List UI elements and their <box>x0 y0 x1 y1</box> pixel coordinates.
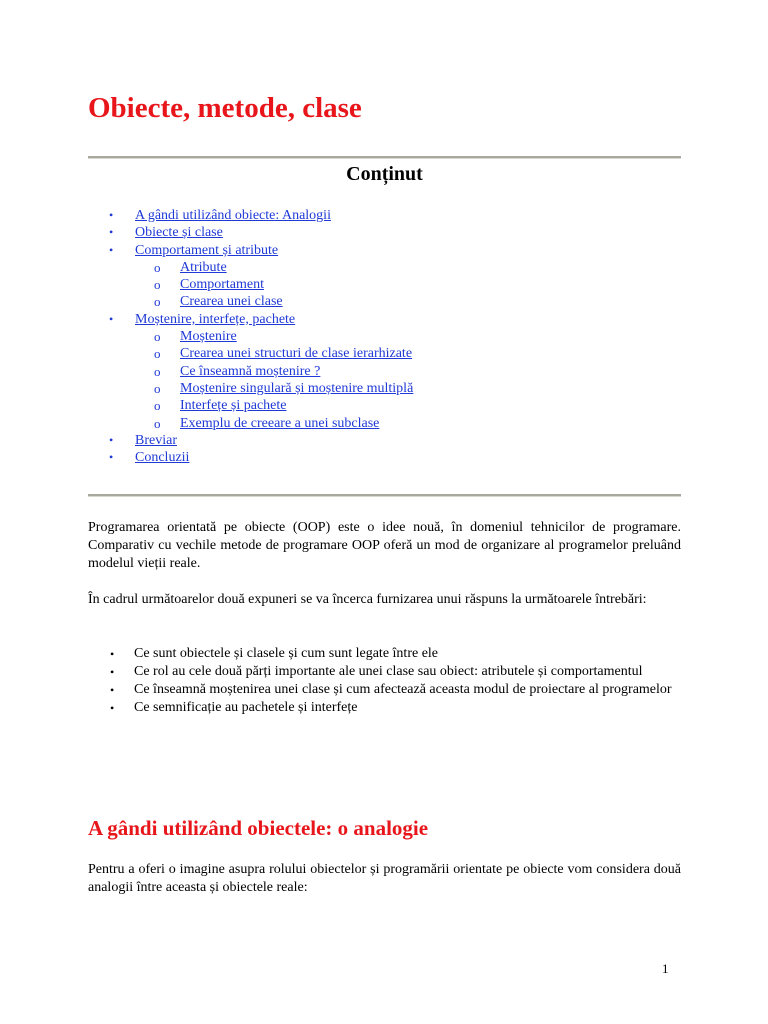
toc-item <box>88 293 413 310</box>
toc-item <box>88 449 413 466</box>
toc-link[interactable]: Obiecte și clase <box>135 225 223 241</box>
toc-link[interactable]: Moștenire <box>180 329 237 345</box>
toc-link[interactable]: Crearea unei clase <box>180 294 283 310</box>
toc-item <box>88 276 413 293</box>
document-title: Obiecte, metode, clase <box>88 92 362 124</box>
circle-bullet-icon: o <box>154 294 161 310</box>
toc-item <box>88 345 413 362</box>
toc-item <box>88 380 413 397</box>
toc-link[interactable]: Moștenire, interfețe, pachete <box>135 311 296 327</box>
circle-bullet-icon: o <box>154 329 161 345</box>
circle-bullet-icon: o <box>154 398 161 414</box>
bullet-icon: • <box>109 311 114 326</box>
analogy-paragraph: Pentru a oferi o imagine asupra rolului obiectelor și programării orientate pe obiecte vom considera două analogii între aceasta și obiectele reale: <box>88 862 681 895</box>
toc-item <box>88 363 413 380</box>
bullet-icon: • <box>109 450 114 465</box>
toc-heading: Conținut <box>346 163 423 185</box>
toc-link[interactable]: Breviar <box>135 432 177 448</box>
bullet-icon: • <box>109 225 114 240</box>
bullet-icon: • <box>109 208 114 222</box>
toc-item <box>88 397 413 414</box>
toc-link[interactable]: Moștenire singulară și moștenire multiplă <box>180 380 414 396</box>
intro-paragraph: Programarea orientată pe obiecte (OOP) este o idee nouă, în domeniul tehnicilor de programare. Comparativ cu vechile metode de programare OOP oferă un mod de organizare al programelor preluând modelul vieții reale. <box>88 520 681 571</box>
bullet-icon: • <box>110 665 115 679</box>
circle-bullet-icon: o <box>154 363 161 379</box>
question-item <box>88 681 681 699</box>
toc-link[interactable]: Interfețe și pachete <box>180 398 287 414</box>
bullet-icon: • <box>110 683 115 697</box>
question-item <box>88 663 681 681</box>
question-item <box>88 645 681 663</box>
questions-intro-paragraph: În cadrul următoarelor două expuneri se va încerca furnizarea unui răspuns la următoarele întrebări: <box>88 592 647 607</box>
bullet-icon: • <box>110 647 115 661</box>
question-text: Ce semnificație au pachetele și interfețe <box>134 700 358 715</box>
toc-item <box>88 311 413 328</box>
table-of-contents <box>88 207 413 466</box>
question-text: Ce sunt obiectele și clasele și cum sunt legate între ele <box>134 646 439 661</box>
toc-item <box>88 259 413 276</box>
toc-item <box>88 432 413 449</box>
section-heading: A gândi utilizând obiectele: o analogie <box>88 816 429 840</box>
question-text: Ce rol au cele două părți importante ale unei clase sau obiect: atributele și comportamentul <box>134 664 643 679</box>
circle-bullet-icon: o <box>154 380 161 396</box>
toc-item <box>88 207 413 224</box>
circle-bullet-icon: o <box>154 259 161 275</box>
toc-link[interactable]: A gândi utilizând obiecte: Analogii <box>135 208 331 223</box>
toc-item <box>88 242 413 259</box>
circle-bullet-icon: o <box>154 346 161 362</box>
question-item <box>88 699 681 717</box>
toc-item <box>88 328 413 345</box>
bullet-icon: • <box>109 432 114 447</box>
toc-link[interactable]: Comportament <box>180 277 264 293</box>
toc-link[interactable]: Atribute <box>180 259 227 275</box>
toc-link[interactable]: Crearea unei structuri de clase ierarhizate <box>180 346 413 362</box>
page-number: 1 <box>662 961 669 976</box>
toc-item <box>88 224 413 241</box>
toc-link[interactable]: Concluzii <box>135 450 190 466</box>
toc-link[interactable]: Exemplu de creeare a unei subclase <box>180 415 380 431</box>
bullet-icon: • <box>110 701 115 715</box>
circle-bullet-icon: o <box>154 415 161 431</box>
toc-link[interactable]: Ce înseamnă moștenire ? <box>180 363 321 379</box>
question-text: Ce înseamnă moștenirea unei clase și cum afectează aceasta modul de proiectare al programelor <box>134 682 672 697</box>
toc-link[interactable]: Comportament și atribute <box>135 242 279 258</box>
questions-list <box>88 645 681 717</box>
bullet-icon: • <box>109 242 114 257</box>
circle-bullet-icon: o <box>154 277 161 293</box>
toc-item <box>88 415 413 432</box>
horizontal-rule-bottom <box>88 494 681 497</box>
horizontal-rule-top <box>88 156 681 159</box>
